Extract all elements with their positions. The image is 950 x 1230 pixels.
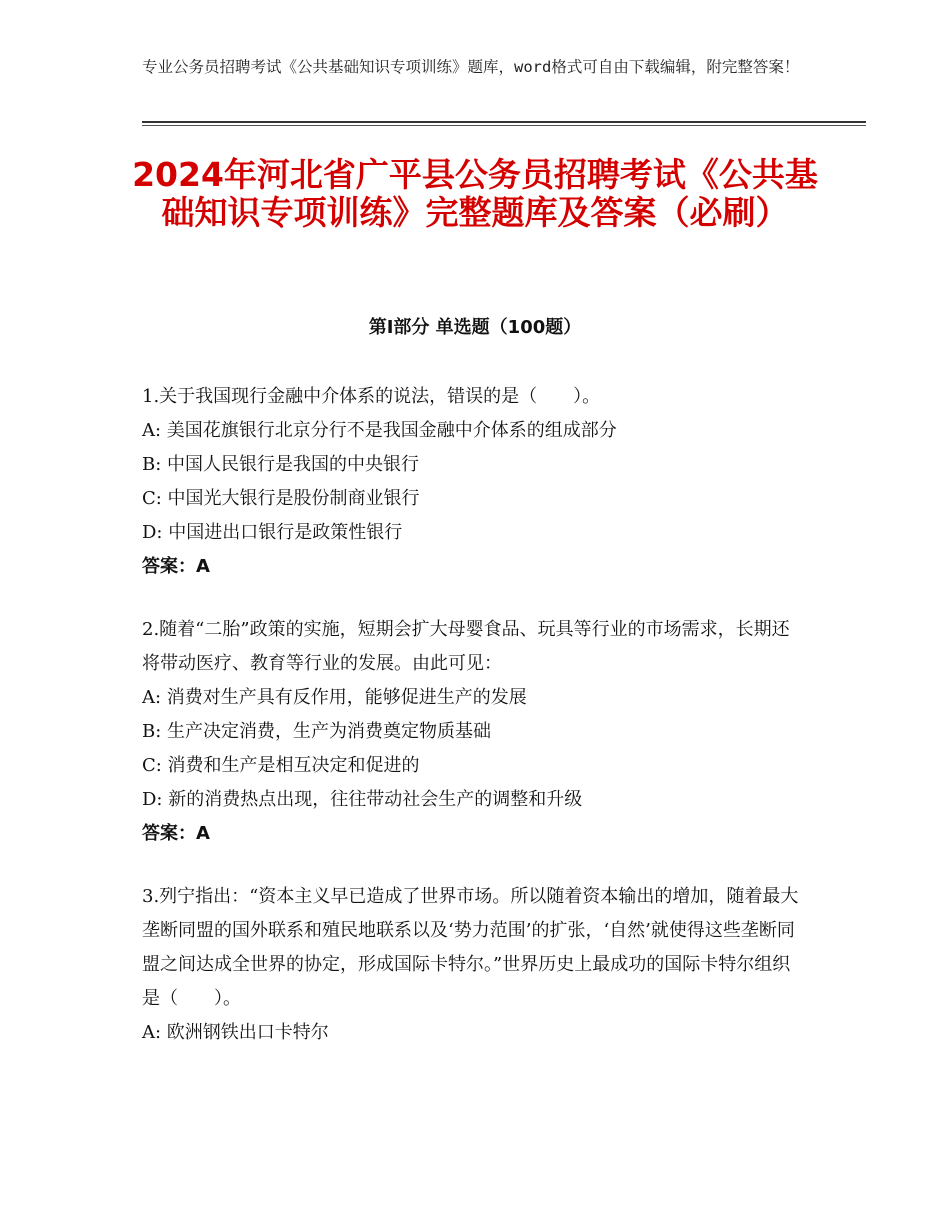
section-heading: 第I部分 单选题（100题）	[368, 317, 582, 338]
header-note: 专业公务员招聘考试《公共基础知识专项训练》题库，word格式可自由下载编辑，附完整答案！	[142, 58, 800, 76]
option-a: A: 消费对生产具有反作用，能够促进生产的发展	[142, 687, 527, 708]
option-c: C: 中国光大银行是股份制商业银行	[142, 488, 420, 509]
question-3	[142, 880, 802, 1050]
option-b: B: 生产决定消费，生产为消费奠定物质基础	[142, 721, 492, 742]
option-d: D: 中国进出口银行是政策性银行	[142, 522, 403, 543]
option-a: A: 美国花旗银行北京分行不是我国金融中介体系的组成部分	[142, 420, 617, 441]
question-2	[142, 613, 802, 851]
question-stem: 3.列宁指出：“资本主义早已造成了世界市场。所以随着资本输出的增加，随着最大垄断同盟的国外联系和殖民地联系以及‘势力范围’的扩张，‘自然’就使得这些垄断同盟之间达成全世界的协定，形成国际卡特尔。”世界历史上最成功的国际卡特尔组织是（ ）。	[142, 886, 799, 1009]
option-a: A: 欧洲钢铁出口卡特尔	[142, 1022, 329, 1043]
question-stem: 2.随着“二胎”政策的实施，短期会扩大母婴食品、玩具等行业的市场需求，长期还将带动医疗、教育等行业的发展。由此可见：	[142, 619, 790, 674]
header-rule-thick	[142, 121, 866, 123]
header-rule-thin	[142, 125, 866, 126]
answer-line: 答案：A	[142, 823, 210, 844]
option-b: B: 中国人民银行是我国的中央银行	[142, 454, 420, 475]
option-d: D: 新的消费热点出现，往往带动社会生产的调整和升级	[142, 789, 583, 810]
question-stem: 1.关于我国现行金融中介体系的说法，错误的是（ ）。	[142, 386, 601, 407]
question-1	[142, 380, 802, 584]
document-title: 2024年河北省广平县公务员招聘考试《公共基础知识专项训练》完整题库及答案（必刷）	[132, 155, 818, 232]
question-list	[142, 380, 802, 1079]
answer-line: 答案：A	[142, 556, 210, 577]
option-c: C: 消费和生产是相互决定和促进的	[142, 755, 420, 776]
